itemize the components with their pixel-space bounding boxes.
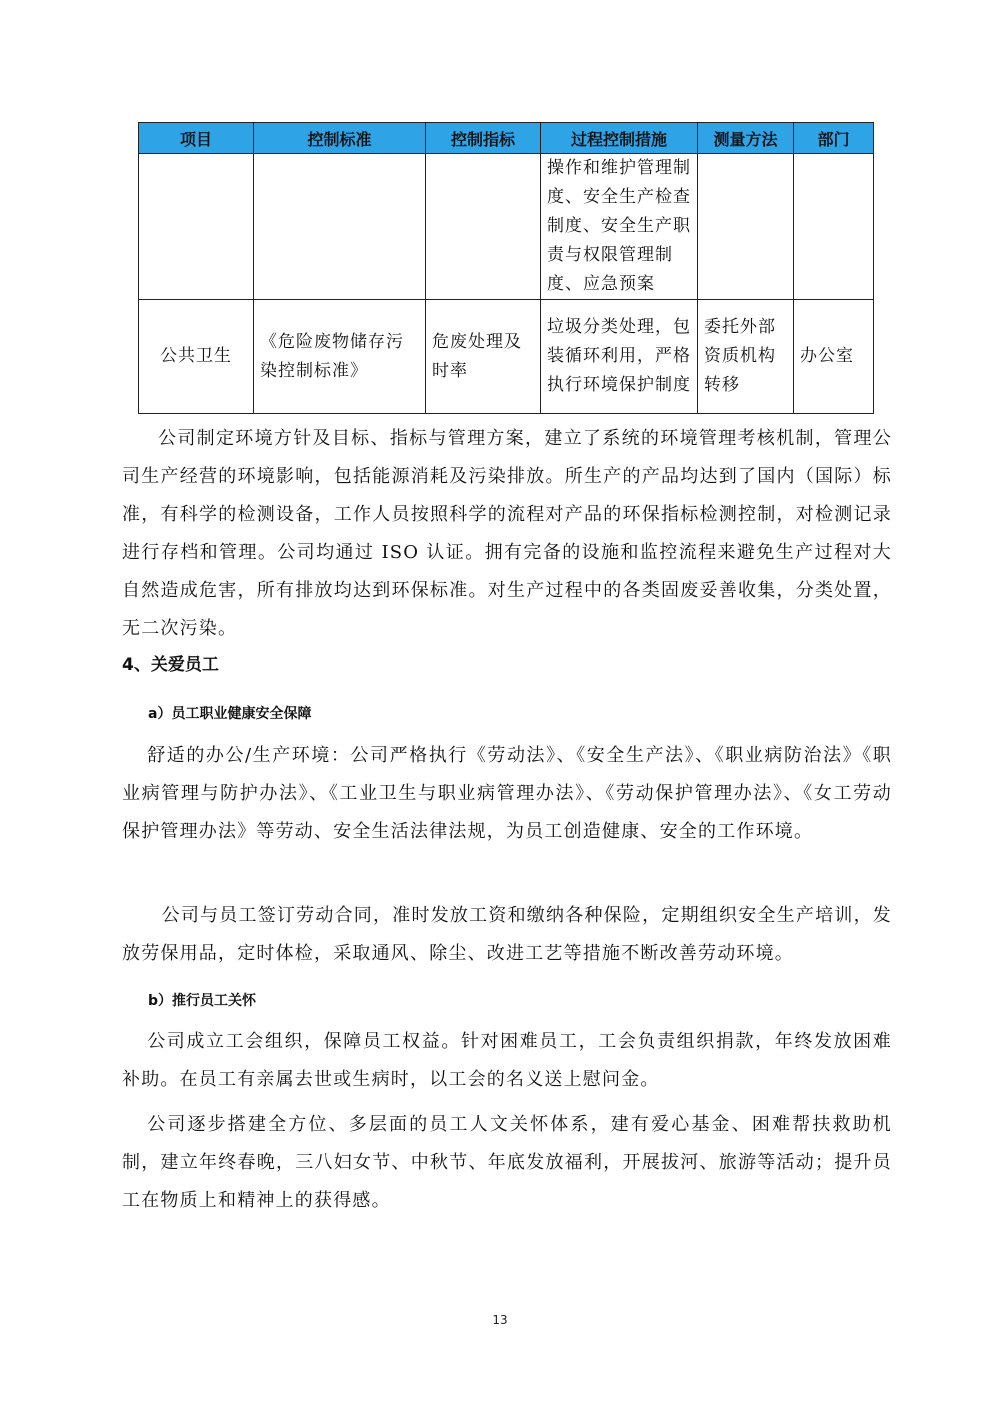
header-control-standard: 控制标准 — [254, 123, 426, 154]
cell-project — [139, 154, 254, 300]
cell-measures: 操作和维护管理制度、安全生产检查制度、安全生产职责与权限管理制度、应急预案 — [541, 154, 698, 300]
section-title-care-for-employees: 4、关爱员工 — [122, 655, 219, 675]
header-control-indicator: 控制指标 — [426, 123, 541, 154]
cell-department — [794, 154, 874, 300]
cell-method: 委托外部资质机构转移 — [698, 300, 794, 414]
header-process-measures: 过程控制措施 — [541, 123, 698, 154]
paragraph-labor-union: 公司成立工会组织，保障员工权益。针对困难员工，工会负责组织捐款，年终发放困难补助。在员工有亲属去世或生病时，以工会的名义送上慰问金。 — [122, 1031, 892, 1090]
cell-standard: 《危险废物储存污染控制标准》 — [254, 300, 426, 414]
table-row — [139, 300, 874, 414]
header-department: 部门 — [794, 123, 874, 154]
header-measurement-method: 测量方法 — [698, 123, 794, 154]
environment-control-table — [138, 122, 874, 414]
paragraph-work-environment: 舒适的办公/生产环境：公司严格执行《劳动法》、《安全生产法》、《职业病防治法》《职业病管理与防护办法》、《工业卫生与职业病管理办法》、《劳动保护管理办法》、《女工劳动保护管理办法》等劳动、安全生活法律法规，为员工创造健康、安全的工作环境。 — [122, 745, 892, 842]
cell-project: 公共卫生 — [139, 300, 254, 414]
subsection-title-occupational-safety: a）员工职业健康安全保障 — [148, 706, 312, 722]
cell-measures: 垃圾分类处理，包装循环利用，严格执行环境保护制度 — [541, 300, 698, 414]
table-header-row — [139, 123, 874, 154]
environment-paragraph: 公司制定环境方针及目标、指标与管理方案，建立了系统的环境管理考核机制，管理公司生产经营的环境影响，包括能源消耗及污染排放。所生产的产品均达到了国内（国际）标准，有科学的检测设备，工作人员按照科学的流程对产品的环保指标检测控制，对检测记录进行存档和管理。公司均通过 ISO 认证。拥有完备的设施和监控流程来避免生产过程对大自然造成危害，所有排放均达到环保标准。对生产过程中的各类固废妥善收集，分类处置，无二次污染。 — [122, 428, 892, 639]
header-project: 项目 — [139, 123, 254, 154]
page-number: 13 — [492, 1313, 508, 1327]
cell-indicator: 危废处理及时率 — [426, 300, 541, 414]
cell-department: 办公室 — [794, 300, 874, 414]
cell-method — [698, 154, 794, 300]
paragraph-humanistic-care: 公司逐步搭建全方位、多层面的员工人文关怀体系，建有爱心基金、困难帮扶救助机制，建立年终春晚，三八妇女节、中秋节、年底发放福利，开展拔河、旅游等活动；提升员工在物质上和精神上的获得感。 — [122, 1114, 892, 1211]
paragraph-labor-contract: 公司与员工签订劳动合同，准时发放工资和缴纳各种保险，定期组织安全生产培训，发放劳保用品，定时体检，采取通风、除尘、改进工艺等措施不断改善劳动环境。 — [122, 905, 892, 964]
table-row — [139, 154, 874, 300]
subsection-title-employee-care: b）推行员工关怀 — [148, 993, 257, 1009]
cell-standard — [254, 154, 426, 300]
cell-indicator — [426, 154, 541, 300]
